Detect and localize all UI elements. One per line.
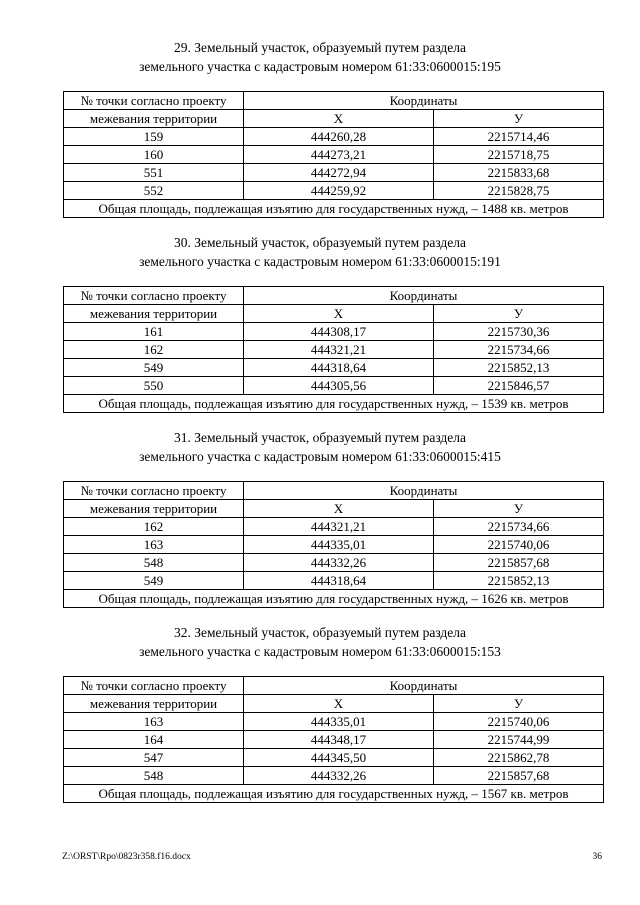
coord-x: 444308,17 xyxy=(244,323,434,341)
table-row xyxy=(64,359,604,377)
coord-y: 2215734,66 xyxy=(434,341,604,359)
coord-y: 2215862,78 xyxy=(434,749,604,767)
header-y: У xyxy=(434,110,604,128)
coord-y: 2215852,13 xyxy=(434,359,604,377)
header-point-line2: межевания территории xyxy=(64,110,244,128)
point-number: 552 xyxy=(64,182,244,200)
point-number: 164 xyxy=(64,731,244,749)
point-number: 550 xyxy=(64,377,244,395)
point-number: 159 xyxy=(64,128,244,146)
table-row xyxy=(64,164,604,182)
header-x: Х xyxy=(244,500,434,518)
coord-y: 2215846,57 xyxy=(434,377,604,395)
coord-y: 2215857,68 xyxy=(434,767,604,785)
coord-y: 2215857,68 xyxy=(434,554,604,572)
point-number: 162 xyxy=(64,518,244,536)
coord-x: 444321,21 xyxy=(244,518,434,536)
header-point: № точки согласно проекту xyxy=(64,287,244,305)
point-number: 547 xyxy=(64,749,244,767)
point-number: 548 xyxy=(64,554,244,572)
header-coordinates: Координаты xyxy=(244,677,604,695)
total-area: Общая площадь, подлежащая изъятию для государственных нужд, – 1567 кв. метров xyxy=(64,785,604,803)
table-row xyxy=(64,572,604,590)
header-x: Х xyxy=(244,110,434,128)
point-number: 549 xyxy=(64,359,244,377)
header-x: Х xyxy=(244,695,434,713)
point-number: 163 xyxy=(64,713,244,731)
point-number: 548 xyxy=(64,767,244,785)
table-row xyxy=(64,146,604,164)
coord-x: 444273,21 xyxy=(244,146,434,164)
coord-y: 2215734,66 xyxy=(434,518,604,536)
total-area: Общая площадь, подлежащая изъятию для государственных нужд, – 1488 кв. метров xyxy=(64,200,604,218)
header-coordinates: Координаты xyxy=(244,287,604,305)
coord-y: 2215714,46 xyxy=(434,128,604,146)
coord-y: 2215852,13 xyxy=(434,572,604,590)
coord-x: 444332,26 xyxy=(244,767,434,785)
header-coordinates: Координаты xyxy=(244,482,604,500)
section-title-line1: 31. Земельный участок, образуемый путем раздела xyxy=(173,430,467,445)
coord-y: 2215740,06 xyxy=(434,713,604,731)
coord-y: 2215828,75 xyxy=(434,182,604,200)
header-x: Х xyxy=(244,305,434,323)
header-y: У xyxy=(434,695,604,713)
section-title-line1: 29. Земельный участок, образуемый путем раздела xyxy=(173,40,467,55)
table-row xyxy=(64,323,604,341)
point-number: 549 xyxy=(64,572,244,590)
header-point-line2: межевания территории xyxy=(64,695,244,713)
total-area: Общая площадь, подлежащая изъятию для государственных нужд, – 1539 кв. метров xyxy=(64,395,604,413)
point-number: 161 xyxy=(64,323,244,341)
coord-y: 2215833,68 xyxy=(434,164,604,182)
page-number: 36 xyxy=(592,852,602,862)
section-title-line1: 30. Земельный участок, образуемый путем раздела xyxy=(173,235,467,250)
coord-x: 444318,64 xyxy=(244,572,434,590)
table-row xyxy=(64,341,604,359)
coord-y: 2215744,99 xyxy=(434,731,604,749)
coord-x: 444332,26 xyxy=(244,554,434,572)
table-row xyxy=(64,767,604,785)
header-point: № точки согласно проекту xyxy=(64,677,244,695)
total-area: Общая площадь, подлежащая изъятию для государственных нужд, – 1626 кв. метров xyxy=(64,590,604,608)
table-row xyxy=(64,182,604,200)
coordinates-table xyxy=(63,676,604,803)
table-row xyxy=(64,536,604,554)
coordinates-table xyxy=(63,481,604,608)
header-point: № точки согласно проекту xyxy=(64,92,244,110)
table-row xyxy=(64,128,604,146)
coord-x: 444305,56 xyxy=(244,377,434,395)
coord-x: 444318,64 xyxy=(244,359,434,377)
coord-x: 444335,01 xyxy=(244,713,434,731)
header-point-line2: межевания территории xyxy=(64,500,244,518)
coord-x: 444321,21 xyxy=(244,341,434,359)
header-y: У xyxy=(434,305,604,323)
section-title-line2: земельного участка с кадастровым номером 61:33:0600015:415 xyxy=(139,449,501,464)
coord-y: 2215718,75 xyxy=(434,146,604,164)
header-coordinates: Координаты xyxy=(244,92,604,110)
point-number: 551 xyxy=(64,164,244,182)
header-point: № точки согласно проекту xyxy=(64,482,244,500)
coordinates-table xyxy=(63,91,604,218)
section-title-line2: земельного участка с кадастровым номером 61:33:0600015:195 xyxy=(139,59,501,74)
table-row xyxy=(64,377,604,395)
point-number: 163 xyxy=(64,536,244,554)
header-point-line2: межевания территории xyxy=(64,305,244,323)
table-row xyxy=(64,731,604,749)
table-row xyxy=(64,749,604,767)
coord-y: 2215740,06 xyxy=(434,536,604,554)
coord-x: 444335,01 xyxy=(244,536,434,554)
coord-x: 444259,92 xyxy=(244,182,434,200)
coord-x: 444345,50 xyxy=(244,749,434,767)
table-row xyxy=(64,518,604,536)
coord-x: 444348,17 xyxy=(244,731,434,749)
table-row xyxy=(64,554,604,572)
coord-x: 444260,28 xyxy=(244,128,434,146)
coord-x: 444272,94 xyxy=(244,164,434,182)
footer-file-path: Z:\ORST\Rpo\0823r358.f16.docx xyxy=(62,852,191,862)
coordinates-table xyxy=(63,286,604,413)
point-number: 162 xyxy=(64,341,244,359)
point-number: 160 xyxy=(64,146,244,164)
coord-y: 2215730,36 xyxy=(434,323,604,341)
section-title-line1: 32. Земельный участок, образуемый путем раздела xyxy=(173,625,467,640)
section-title-line2: земельного участка с кадастровым номером 61:33:0600015:191 xyxy=(139,254,501,269)
table-row xyxy=(64,713,604,731)
header-y: У xyxy=(434,500,604,518)
section-title-line2: земельного участка с кадастровым номером 61:33:0600015:153 xyxy=(139,644,501,659)
